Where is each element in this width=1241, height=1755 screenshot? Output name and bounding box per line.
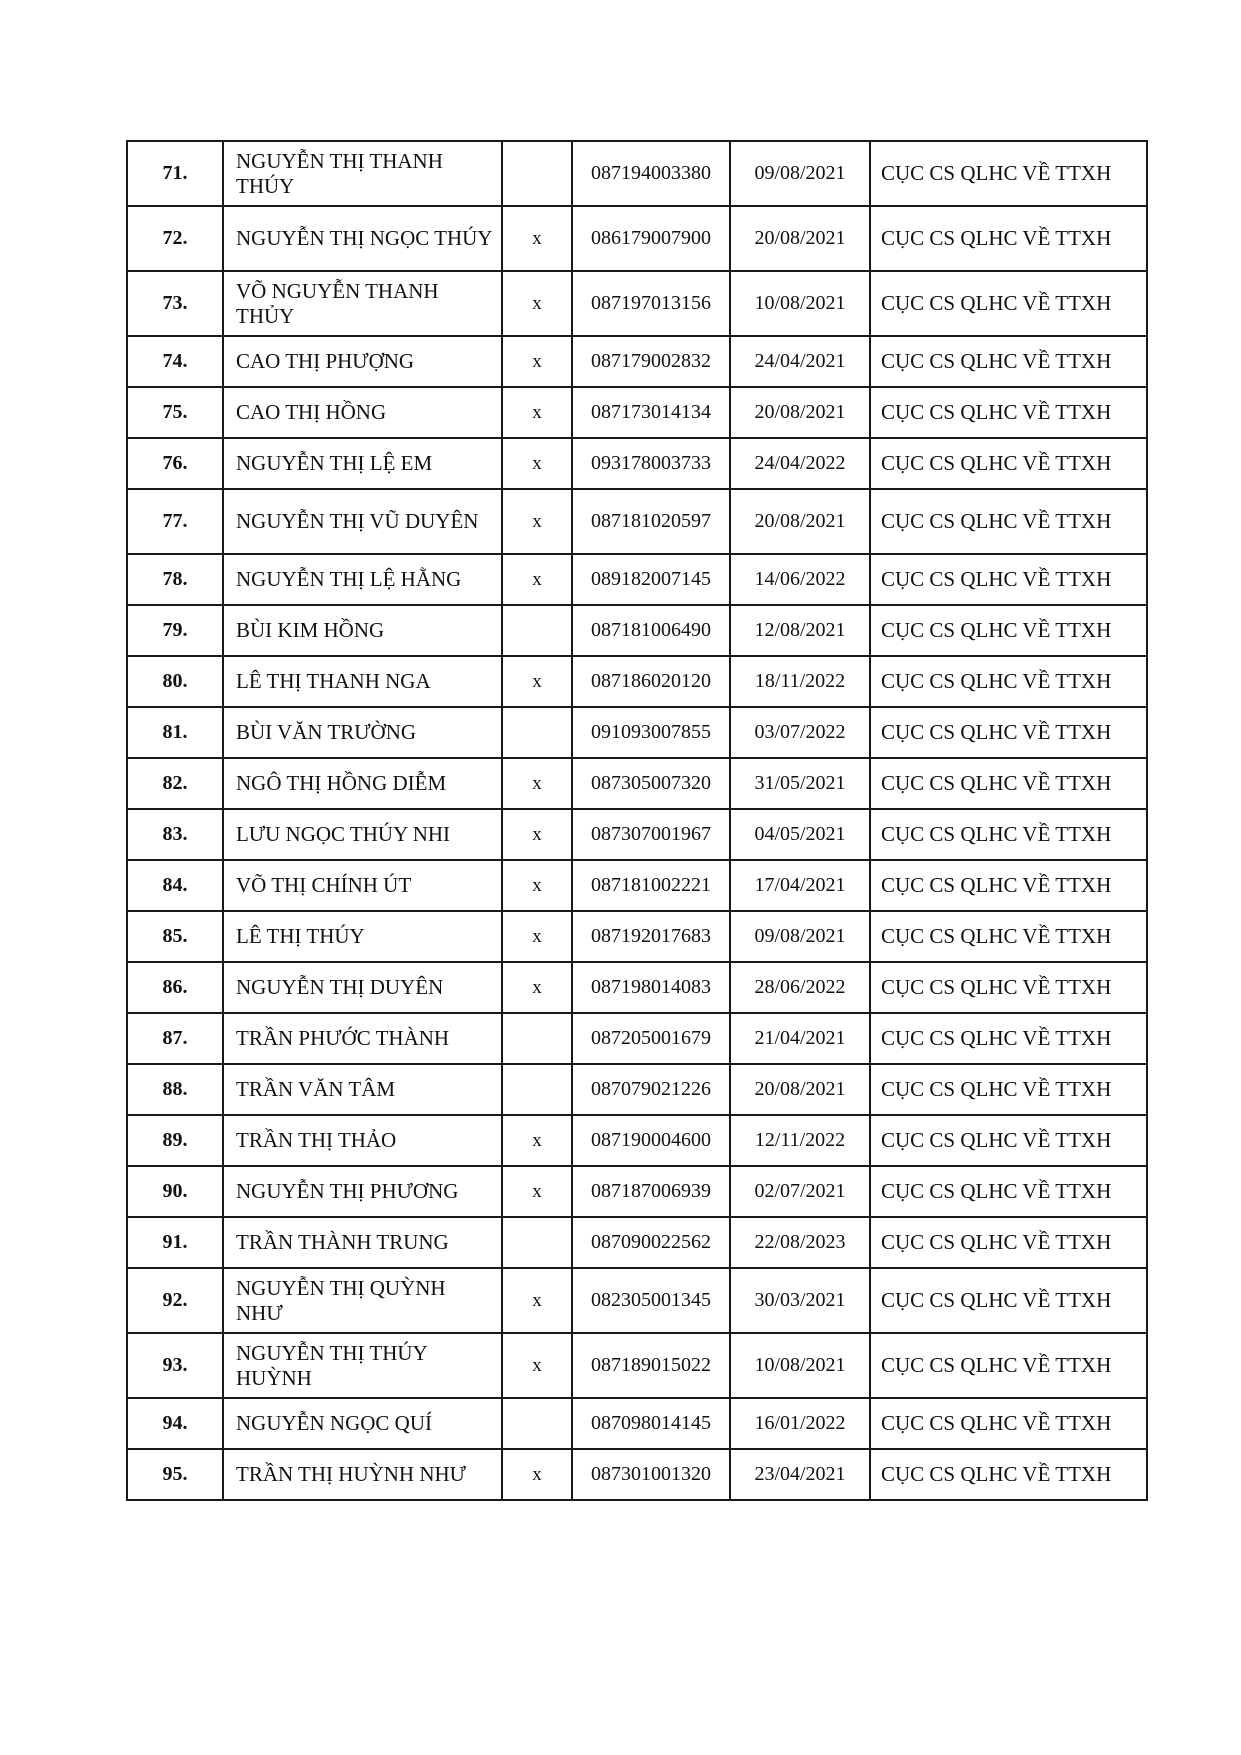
person-name: BÙI KIM HỒNG bbox=[223, 605, 502, 656]
id-number: 087186020120 bbox=[572, 656, 730, 707]
id-number: 082305001345 bbox=[572, 1268, 730, 1333]
id-number: 087090022562 bbox=[572, 1217, 730, 1268]
table-row bbox=[127, 336, 1147, 387]
person-name: TRẦN THỊ THẢO bbox=[223, 1115, 502, 1166]
mark-cell bbox=[502, 141, 572, 206]
issue-date: 03/07/2022 bbox=[730, 707, 870, 758]
id-number: 087098014145 bbox=[572, 1398, 730, 1449]
row-number: 78. bbox=[127, 554, 223, 605]
issue-date: 18/11/2022 bbox=[730, 656, 870, 707]
issue-date: 24/04/2021 bbox=[730, 336, 870, 387]
issue-date: 12/11/2022 bbox=[730, 1115, 870, 1166]
records-table-body bbox=[127, 141, 1147, 1500]
person-name: NGUYỄN THỊ NGỌC THÚY bbox=[223, 206, 502, 271]
mark-cell bbox=[502, 707, 572, 758]
row-number: 72. bbox=[127, 206, 223, 271]
person-name: VÕ THỊ CHÍNH ÚT bbox=[223, 860, 502, 911]
row-number: 92. bbox=[127, 1268, 223, 1333]
mark-cell: x bbox=[502, 1333, 572, 1398]
row-number: 94. bbox=[127, 1398, 223, 1449]
table-row bbox=[127, 206, 1147, 271]
id-number: 087307001967 bbox=[572, 809, 730, 860]
table-row bbox=[127, 1013, 1147, 1064]
issue-date: 14/06/2022 bbox=[730, 554, 870, 605]
table-row bbox=[127, 1064, 1147, 1115]
issuing-authority: CỤC CS QLHC VỀ TTXH bbox=[870, 860, 1147, 911]
issuing-authority: CỤC CS QLHC VỀ TTXH bbox=[870, 1013, 1147, 1064]
person-name: TRẦN VĂN TÂM bbox=[223, 1064, 502, 1115]
table-row bbox=[127, 809, 1147, 860]
id-number: 087181006490 bbox=[572, 605, 730, 656]
person-name: LÊ THỊ THANH NGA bbox=[223, 656, 502, 707]
table-row bbox=[127, 1333, 1147, 1398]
person-name: NGUYỄN THỊ VŨ DUYÊN bbox=[223, 489, 502, 554]
id-number: 087181020597 bbox=[572, 489, 730, 554]
row-number: 89. bbox=[127, 1115, 223, 1166]
issuing-authority: CỤC CS QLHC VỀ TTXH bbox=[870, 438, 1147, 489]
person-name: NGÔ THỊ HỒNG DIỄM bbox=[223, 758, 502, 809]
issuing-authority: CỤC CS QLHC VỀ TTXH bbox=[870, 605, 1147, 656]
issue-date: 09/08/2021 bbox=[730, 141, 870, 206]
mark-cell bbox=[502, 1064, 572, 1115]
issuing-authority: CỤC CS QLHC VỀ TTXH bbox=[870, 336, 1147, 387]
issue-date: 21/04/2021 bbox=[730, 1013, 870, 1064]
table-row bbox=[127, 1398, 1147, 1449]
issuing-authority: CỤC CS QLHC VỀ TTXH bbox=[870, 1449, 1147, 1500]
mark-cell: x bbox=[502, 809, 572, 860]
issuing-authority: CỤC CS QLHC VỀ TTXH bbox=[870, 707, 1147, 758]
id-number: 087189015022 bbox=[572, 1333, 730, 1398]
person-name: CAO THỊ HỒNG bbox=[223, 387, 502, 438]
row-number: 84. bbox=[127, 860, 223, 911]
id-number: 087305007320 bbox=[572, 758, 730, 809]
table-row bbox=[127, 605, 1147, 656]
issue-date: 10/08/2021 bbox=[730, 271, 870, 336]
row-number: 80. bbox=[127, 656, 223, 707]
issue-date: 20/08/2021 bbox=[730, 1064, 870, 1115]
person-name: LÊ THỊ THÚY bbox=[223, 911, 502, 962]
row-number: 93. bbox=[127, 1333, 223, 1398]
table-row bbox=[127, 707, 1147, 758]
row-number: 74. bbox=[127, 336, 223, 387]
person-name: TRẦN PHƯỚC THÀNH bbox=[223, 1013, 502, 1064]
issue-date: 02/07/2021 bbox=[730, 1166, 870, 1217]
row-number: 95. bbox=[127, 1449, 223, 1500]
table-row bbox=[127, 656, 1147, 707]
mark-cell bbox=[502, 605, 572, 656]
id-number: 087198014083 bbox=[572, 962, 730, 1013]
id-number: 087187006939 bbox=[572, 1166, 730, 1217]
table-row bbox=[127, 1166, 1147, 1217]
person-name: NGUYỄN THỊ DUYÊN bbox=[223, 962, 502, 1013]
id-number: 087301001320 bbox=[572, 1449, 730, 1500]
issuing-authority: CỤC CS QLHC VỀ TTXH bbox=[870, 489, 1147, 554]
table-row bbox=[127, 758, 1147, 809]
table-row bbox=[127, 554, 1147, 605]
table-row bbox=[127, 489, 1147, 554]
mark-cell: x bbox=[502, 1449, 572, 1500]
id-number: 087192017683 bbox=[572, 911, 730, 962]
person-name: TRẦN THỊ HUỲNH NHƯ bbox=[223, 1449, 502, 1500]
table-row bbox=[127, 271, 1147, 336]
id-number: 089182007145 bbox=[572, 554, 730, 605]
table-row bbox=[127, 860, 1147, 911]
issue-date: 10/08/2021 bbox=[730, 1333, 870, 1398]
issue-date: 12/08/2021 bbox=[730, 605, 870, 656]
mark-cell: x bbox=[502, 206, 572, 271]
issuing-authority: CỤC CS QLHC VỀ TTXH bbox=[870, 1398, 1147, 1449]
id-number: 087173014134 bbox=[572, 387, 730, 438]
issue-date: 04/05/2021 bbox=[730, 809, 870, 860]
issue-date: 20/08/2021 bbox=[730, 489, 870, 554]
issue-date: 16/01/2022 bbox=[730, 1398, 870, 1449]
issue-date: 28/06/2022 bbox=[730, 962, 870, 1013]
table-row bbox=[127, 911, 1147, 962]
records-table bbox=[126, 140, 1148, 1501]
person-name: NGUYỄN NGỌC QUÍ bbox=[223, 1398, 502, 1449]
row-number: 79. bbox=[127, 605, 223, 656]
mark-cell: x bbox=[502, 387, 572, 438]
table-row bbox=[127, 1449, 1147, 1500]
mark-cell: x bbox=[502, 962, 572, 1013]
table-row bbox=[127, 141, 1147, 206]
mark-cell: x bbox=[502, 758, 572, 809]
mark-cell: x bbox=[502, 1166, 572, 1217]
table-row bbox=[127, 387, 1147, 438]
person-name: TRẦN THÀNH TRUNG bbox=[223, 1217, 502, 1268]
issuing-authority: CỤC CS QLHC VỀ TTXH bbox=[870, 141, 1147, 206]
person-name: BÙI VĂN TRƯỜNG bbox=[223, 707, 502, 758]
issuing-authority: CỤC CS QLHC VỀ TTXH bbox=[870, 271, 1147, 336]
mark-cell: x bbox=[502, 1115, 572, 1166]
row-number: 85. bbox=[127, 911, 223, 962]
issuing-authority: CỤC CS QLHC VỀ TTXH bbox=[870, 206, 1147, 271]
issuing-authority: CỤC CS QLHC VỀ TTXH bbox=[870, 809, 1147, 860]
mark-cell: x bbox=[502, 554, 572, 605]
issue-date: 20/08/2021 bbox=[730, 206, 870, 271]
mark-cell: x bbox=[502, 489, 572, 554]
mark-cell: x bbox=[502, 911, 572, 962]
table-row bbox=[127, 1115, 1147, 1166]
issuing-authority: CỤC CS QLHC VỀ TTXH bbox=[870, 1268, 1147, 1333]
table-row bbox=[127, 1268, 1147, 1333]
table-row bbox=[127, 438, 1147, 489]
row-number: 77. bbox=[127, 489, 223, 554]
issue-date: 31/05/2021 bbox=[730, 758, 870, 809]
issuing-authority: CỤC CS QLHC VỀ TTXH bbox=[870, 1115, 1147, 1166]
issuing-authority: CỤC CS QLHC VỀ TTXH bbox=[870, 911, 1147, 962]
person-name: NGUYỄN THỊ PHƯƠNG bbox=[223, 1166, 502, 1217]
person-name: NGUYỄN THỊ LỆ HẰNG bbox=[223, 554, 502, 605]
person-name: NGUYỄN THỊ THÚY HUỲNH bbox=[223, 1333, 502, 1398]
mark-cell: x bbox=[502, 860, 572, 911]
mark-cell bbox=[502, 1398, 572, 1449]
issuing-authority: CỤC CS QLHC VỀ TTXH bbox=[870, 554, 1147, 605]
person-name: NGUYỄN THỊ LỆ EM bbox=[223, 438, 502, 489]
mark-cell: x bbox=[502, 336, 572, 387]
id-number: 093178003733 bbox=[572, 438, 730, 489]
person-name: NGUYỄN THỊ THANH THÚY bbox=[223, 141, 502, 206]
mark-cell: x bbox=[502, 656, 572, 707]
issue-date: 20/08/2021 bbox=[730, 387, 870, 438]
row-number: 76. bbox=[127, 438, 223, 489]
row-number: 86. bbox=[127, 962, 223, 1013]
id-number: 087179002832 bbox=[572, 336, 730, 387]
id-number: 087079021226 bbox=[572, 1064, 730, 1115]
id-number: 086179007900 bbox=[572, 206, 730, 271]
id-number: 091093007855 bbox=[572, 707, 730, 758]
row-number: 88. bbox=[127, 1064, 223, 1115]
issuing-authority: CỤC CS QLHC VỀ TTXH bbox=[870, 1333, 1147, 1398]
issuing-authority: CỤC CS QLHC VỀ TTXH bbox=[870, 1217, 1147, 1268]
id-number: 087197013156 bbox=[572, 271, 730, 336]
mark-cell: x bbox=[502, 1268, 572, 1333]
row-number: 73. bbox=[127, 271, 223, 336]
row-number: 75. bbox=[127, 387, 223, 438]
row-number: 90. bbox=[127, 1166, 223, 1217]
id-number: 087205001679 bbox=[572, 1013, 730, 1064]
person-name: VÕ NGUYỄN THANH THỦY bbox=[223, 271, 502, 336]
issue-date: 24/04/2022 bbox=[730, 438, 870, 489]
mark-cell bbox=[502, 1013, 572, 1064]
mark-cell: x bbox=[502, 271, 572, 336]
issuing-authority: CỤC CS QLHC VỀ TTXH bbox=[870, 962, 1147, 1013]
mark-cell: x bbox=[502, 438, 572, 489]
issuing-authority: CỤC CS QLHC VỀ TTXH bbox=[870, 656, 1147, 707]
issue-date: 17/04/2021 bbox=[730, 860, 870, 911]
issuing-authority: CỤC CS QLHC VỀ TTXH bbox=[870, 758, 1147, 809]
issue-date: 09/08/2021 bbox=[730, 911, 870, 962]
id-number: 087194003380 bbox=[572, 141, 730, 206]
row-number: 91. bbox=[127, 1217, 223, 1268]
issue-date: 23/04/2021 bbox=[730, 1449, 870, 1500]
mark-cell bbox=[502, 1217, 572, 1268]
person-name: LƯU NGỌC THÚY NHI bbox=[223, 809, 502, 860]
issuing-authority: CỤC CS QLHC VỀ TTXH bbox=[870, 1064, 1147, 1115]
row-number: 82. bbox=[127, 758, 223, 809]
issuing-authority: CỤC CS QLHC VỀ TTXH bbox=[870, 387, 1147, 438]
issue-date: 30/03/2021 bbox=[730, 1268, 870, 1333]
table-row bbox=[127, 1217, 1147, 1268]
row-number: 87. bbox=[127, 1013, 223, 1064]
id-number: 087181002221 bbox=[572, 860, 730, 911]
issuing-authority: CỤC CS QLHC VỀ TTXH bbox=[870, 1166, 1147, 1217]
row-number: 83. bbox=[127, 809, 223, 860]
person-name: NGUYỄN THỊ QUỲNH NHƯ bbox=[223, 1268, 502, 1333]
person-name: CAO THỊ PHƯỢNG bbox=[223, 336, 502, 387]
row-number: 81. bbox=[127, 707, 223, 758]
id-number: 087190004600 bbox=[572, 1115, 730, 1166]
issue-date: 22/08/2023 bbox=[730, 1217, 870, 1268]
row-number: 71. bbox=[127, 141, 223, 206]
table-row bbox=[127, 962, 1147, 1013]
